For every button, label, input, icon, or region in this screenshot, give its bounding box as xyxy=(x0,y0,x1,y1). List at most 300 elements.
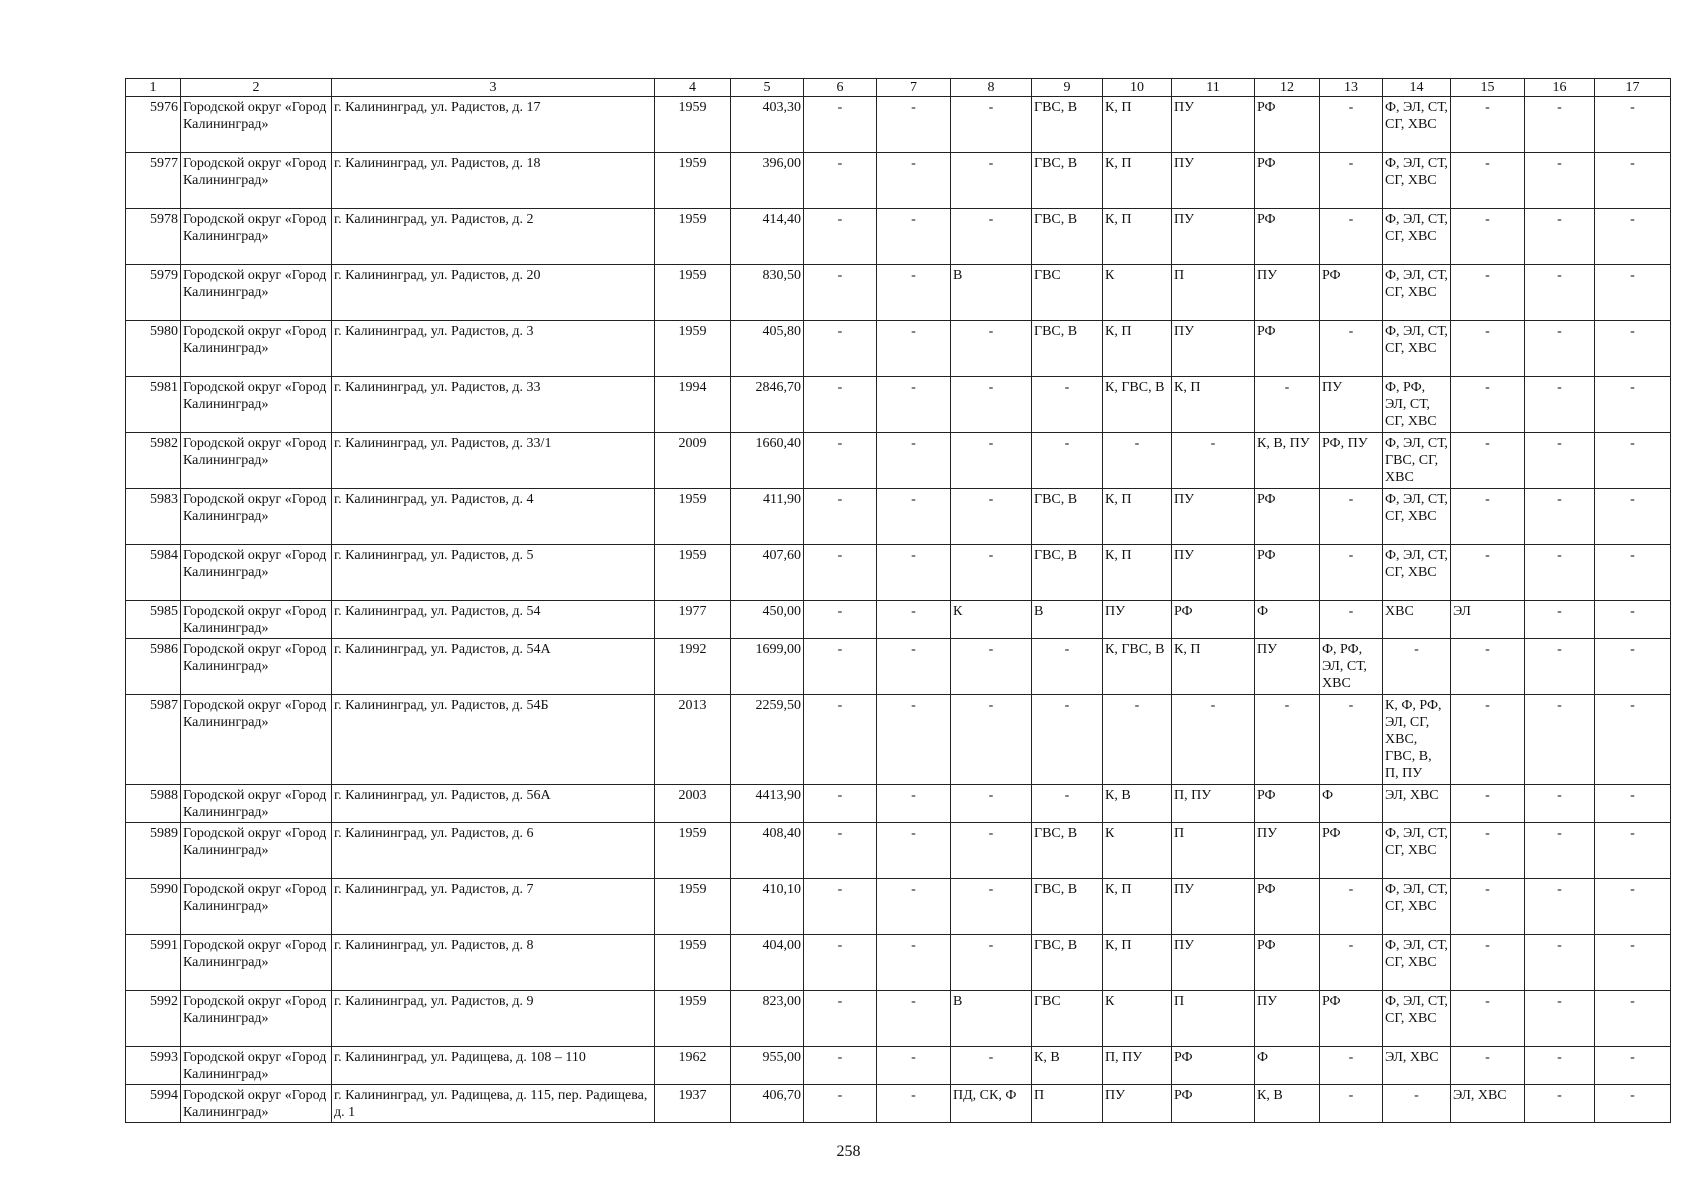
cell-col-9: ГВС, В xyxy=(1032,209,1103,265)
cell-record-number: 5982 xyxy=(126,433,181,489)
cell-year-built: 1937 xyxy=(655,1085,731,1123)
column-header-13: 13 xyxy=(1320,79,1383,97)
cell-col-8: ПД, СК, Ф xyxy=(951,1085,1032,1123)
cell-address: г. Калининград, ул. Радистов, д. 20 xyxy=(332,265,655,321)
table-row xyxy=(126,935,1671,991)
cell-col-6: - xyxy=(804,489,877,545)
cell-municipality: Городской округ «Город Калининград» xyxy=(181,377,332,433)
cell-area: 403,30 xyxy=(731,97,804,153)
cell-col-13: - xyxy=(1320,545,1383,601)
table-row xyxy=(126,1085,1671,1123)
cell-col-17: - xyxy=(1595,321,1671,377)
cell-col-7: - xyxy=(877,823,951,879)
cell-col-8: - xyxy=(951,785,1032,823)
cell-year-built: 1959 xyxy=(655,97,731,153)
cell-col-12: РФ xyxy=(1255,153,1320,209)
cell-municipality: Городской округ «Город Калининград» xyxy=(181,265,332,321)
cell-col-15: - xyxy=(1451,785,1525,823)
cell-col-12: ПУ xyxy=(1255,823,1320,879)
cell-col-13: РФ, ПУ xyxy=(1320,433,1383,489)
cell-col-14: Ф, ЭЛ, СТ, ГВС, СГ, ХВС xyxy=(1383,433,1451,489)
cell-col-12: РФ xyxy=(1255,879,1320,935)
table-row xyxy=(126,321,1671,377)
cell-col-10: К xyxy=(1103,991,1172,1047)
cell-municipality: Городской округ «Город Калининград» xyxy=(181,321,332,377)
cell-col-10: - xyxy=(1103,695,1172,785)
cell-col-12: Ф xyxy=(1255,601,1320,639)
column-header-1: 1 xyxy=(126,79,181,97)
cell-col-7: - xyxy=(877,695,951,785)
cell-area: 955,00 xyxy=(731,1047,804,1085)
cell-col-12: ПУ xyxy=(1255,991,1320,1047)
cell-year-built: 1959 xyxy=(655,823,731,879)
cell-col-17: - xyxy=(1595,785,1671,823)
cell-col-17: - xyxy=(1595,879,1671,935)
cell-col-14: Ф, ЭЛ, СТ, СГ, ХВС xyxy=(1383,489,1451,545)
cell-address: г. Калининград, ул. Радистов, д. 2 xyxy=(332,209,655,265)
cell-col-11: РФ xyxy=(1172,601,1255,639)
cell-col-10: К, П xyxy=(1103,321,1172,377)
cell-col-11: ПУ xyxy=(1172,879,1255,935)
cell-area: 1699,00 xyxy=(731,639,804,695)
cell-col-8: - xyxy=(951,209,1032,265)
cell-col-8: - xyxy=(951,377,1032,433)
cell-col-15: - xyxy=(1451,209,1525,265)
cell-address: г. Калининград, ул. Радистов, д. 17 xyxy=(332,97,655,153)
cell-area: 405,80 xyxy=(731,321,804,377)
cell-col-9: ГВС, В xyxy=(1032,879,1103,935)
cell-col-14: ХВС xyxy=(1383,601,1451,639)
cell-area: 823,00 xyxy=(731,991,804,1047)
cell-col-6: - xyxy=(804,991,877,1047)
cell-col-13: Ф, РФ, ЭЛ, СТ, ХВС xyxy=(1320,639,1383,695)
cell-col-6: - xyxy=(804,1085,877,1123)
cell-col-11: К, П xyxy=(1172,639,1255,695)
cell-col-16: - xyxy=(1525,489,1595,545)
cell-col-10: К, П xyxy=(1103,935,1172,991)
cell-col-17: - xyxy=(1595,1085,1671,1123)
cell-col-17: - xyxy=(1595,377,1671,433)
cell-col-13: - xyxy=(1320,489,1383,545)
cell-record-number: 5987 xyxy=(126,695,181,785)
cell-year-built: 1959 xyxy=(655,153,731,209)
cell-col-16: - xyxy=(1525,265,1595,321)
cell-col-10: К, П xyxy=(1103,209,1172,265)
cell-col-8: - xyxy=(951,639,1032,695)
table-row xyxy=(126,1047,1671,1085)
cell-record-number: 5994 xyxy=(126,1085,181,1123)
cell-col-7: - xyxy=(877,639,951,695)
cell-address: г. Калининград, ул. Радистов, д. 3 xyxy=(332,321,655,377)
cell-area: 396,00 xyxy=(731,153,804,209)
cell-year-built: 1959 xyxy=(655,935,731,991)
cell-col-17: - xyxy=(1595,265,1671,321)
cell-record-number: 5989 xyxy=(126,823,181,879)
cell-col-17: - xyxy=(1595,489,1671,545)
column-header-3: 3 xyxy=(332,79,655,97)
cell-record-number: 5986 xyxy=(126,639,181,695)
cell-col-7: - xyxy=(877,601,951,639)
cell-col-11: К, П xyxy=(1172,377,1255,433)
cell-col-9: ГВС, В xyxy=(1032,545,1103,601)
cell-municipality: Городской округ «Город Калининград» xyxy=(181,433,332,489)
cell-col-10: К, ГВС, В xyxy=(1103,639,1172,695)
cell-col-15: - xyxy=(1451,153,1525,209)
cell-col-14: Ф, ЭЛ, СТ, СГ, ХВС xyxy=(1383,265,1451,321)
cell-address: г. Калининград, ул. Радистов, д. 5 xyxy=(332,545,655,601)
cell-municipality: Городской округ «Город Калининград» xyxy=(181,695,332,785)
cell-col-17: - xyxy=(1595,97,1671,153)
cell-col-11: - xyxy=(1172,433,1255,489)
table-body xyxy=(126,97,1671,1123)
cell-col-6: - xyxy=(804,695,877,785)
cell-col-10: К, П xyxy=(1103,97,1172,153)
cell-area: 406,70 xyxy=(731,1085,804,1123)
table-row xyxy=(126,545,1671,601)
column-header-12: 12 xyxy=(1255,79,1320,97)
cell-municipality: Городской округ «Город Калининград» xyxy=(181,639,332,695)
table-row xyxy=(126,153,1671,209)
cell-address: г. Калининград, ул. Радистов, д. 54А xyxy=(332,639,655,695)
cell-year-built: 2009 xyxy=(655,433,731,489)
cell-col-15: - xyxy=(1451,935,1525,991)
column-header-11: 11 xyxy=(1172,79,1255,97)
cell-record-number: 5991 xyxy=(126,935,181,991)
column-header-16: 16 xyxy=(1525,79,1595,97)
cell-address: г. Калининград, ул. Радистов, д. 54 xyxy=(332,601,655,639)
cell-area: 830,50 xyxy=(731,265,804,321)
column-header-5: 5 xyxy=(731,79,804,97)
cell-col-10: - xyxy=(1103,433,1172,489)
cell-col-15: - xyxy=(1451,377,1525,433)
cell-col-12: - xyxy=(1255,377,1320,433)
cell-col-13: - xyxy=(1320,97,1383,153)
cell-col-6: - xyxy=(804,377,877,433)
table-row xyxy=(126,785,1671,823)
cell-municipality: Городской округ «Город Калининград» xyxy=(181,1047,332,1085)
cell-col-16: - xyxy=(1525,1085,1595,1123)
cell-col-14: Ф, ЭЛ, СТ, СГ, ХВС xyxy=(1383,321,1451,377)
cell-col-8: - xyxy=(951,489,1032,545)
cell-col-14: Ф, РФ, ЭЛ, СТ, СГ, ХВС xyxy=(1383,377,1451,433)
column-header-8: 8 xyxy=(951,79,1032,97)
cell-col-6: - xyxy=(804,879,877,935)
cell-col-15: - xyxy=(1451,639,1525,695)
cell-col-15: ЭЛ xyxy=(1451,601,1525,639)
cell-col-11: П xyxy=(1172,991,1255,1047)
cell-col-7: - xyxy=(877,377,951,433)
cell-col-15: - xyxy=(1451,1047,1525,1085)
cell-col-10: К, П xyxy=(1103,153,1172,209)
cell-col-12: ПУ xyxy=(1255,265,1320,321)
table-row xyxy=(126,377,1671,433)
cell-year-built: 1959 xyxy=(655,489,731,545)
cell-municipality: Городской округ «Город Калининград» xyxy=(181,97,332,153)
cell-address: г. Калининград, ул. Радистов, д. 6 xyxy=(332,823,655,879)
housing-register-table xyxy=(125,78,1671,1123)
cell-area: 407,60 xyxy=(731,545,804,601)
cell-col-14: Ф, ЭЛ, СТ, СГ, ХВС xyxy=(1383,209,1451,265)
cell-year-built: 1977 xyxy=(655,601,731,639)
cell-col-12: К, В xyxy=(1255,1085,1320,1123)
cell-col-8: - xyxy=(951,97,1032,153)
cell-col-16: - xyxy=(1525,153,1595,209)
cell-col-9: - xyxy=(1032,639,1103,695)
column-header-4: 4 xyxy=(655,79,731,97)
cell-col-14: - xyxy=(1383,639,1451,695)
cell-col-12: - xyxy=(1255,695,1320,785)
cell-record-number: 5977 xyxy=(126,153,181,209)
cell-municipality: Городской округ «Город Калининград» xyxy=(181,935,332,991)
cell-col-9: ГВС, В xyxy=(1032,489,1103,545)
cell-col-11: РФ xyxy=(1172,1085,1255,1123)
cell-col-12: РФ xyxy=(1255,785,1320,823)
cell-col-7: - xyxy=(877,935,951,991)
cell-col-13: РФ xyxy=(1320,823,1383,879)
cell-municipality: Городской округ «Город Калининград» xyxy=(181,879,332,935)
cell-year-built: 1962 xyxy=(655,1047,731,1085)
cell-year-built: 2003 xyxy=(655,785,731,823)
cell-col-7: - xyxy=(877,785,951,823)
cell-col-7: - xyxy=(877,153,951,209)
cell-col-16: - xyxy=(1525,601,1595,639)
cell-col-13: РФ xyxy=(1320,991,1383,1047)
cell-col-6: - xyxy=(804,823,877,879)
cell-col-9: ГВС xyxy=(1032,991,1103,1047)
cell-col-17: - xyxy=(1595,639,1671,695)
cell-area: 411,90 xyxy=(731,489,804,545)
cell-record-number: 5984 xyxy=(126,545,181,601)
cell-col-6: - xyxy=(804,433,877,489)
cell-address: г. Калининград, ул. Радистов, д. 8 xyxy=(332,935,655,991)
cell-col-17: - xyxy=(1595,601,1671,639)
cell-col-7: - xyxy=(877,433,951,489)
cell-col-11: ПУ xyxy=(1172,97,1255,153)
cell-col-15: - xyxy=(1451,879,1525,935)
column-header-17: 17 xyxy=(1595,79,1671,97)
cell-col-17: - xyxy=(1595,433,1671,489)
cell-col-10: К xyxy=(1103,265,1172,321)
cell-col-14: Ф, ЭЛ, СТ, СГ, ХВС xyxy=(1383,935,1451,991)
cell-col-11: П xyxy=(1172,823,1255,879)
cell-record-number: 5992 xyxy=(126,991,181,1047)
cell-col-12: РФ xyxy=(1255,321,1320,377)
cell-col-8: - xyxy=(951,321,1032,377)
table-row xyxy=(126,433,1671,489)
cell-record-number: 5985 xyxy=(126,601,181,639)
cell-col-9: - xyxy=(1032,433,1103,489)
cell-municipality: Городской округ «Город Калининград» xyxy=(181,785,332,823)
cell-col-9: - xyxy=(1032,785,1103,823)
cell-col-16: - xyxy=(1525,545,1595,601)
cell-col-7: - xyxy=(877,321,951,377)
cell-col-16: - xyxy=(1525,377,1595,433)
cell-col-10: ПУ xyxy=(1103,601,1172,639)
cell-col-15: - xyxy=(1451,991,1525,1047)
cell-year-built: 1992 xyxy=(655,639,731,695)
cell-col-16: - xyxy=(1525,823,1595,879)
cell-col-11: ПУ xyxy=(1172,153,1255,209)
cell-year-built: 1959 xyxy=(655,991,731,1047)
cell-col-12: Ф xyxy=(1255,1047,1320,1085)
cell-col-15: - xyxy=(1451,97,1525,153)
table-row xyxy=(126,209,1671,265)
cell-col-16: - xyxy=(1525,433,1595,489)
cell-col-17: - xyxy=(1595,209,1671,265)
cell-col-17: - xyxy=(1595,695,1671,785)
cell-col-16: - xyxy=(1525,97,1595,153)
cell-record-number: 5978 xyxy=(126,209,181,265)
cell-col-14: К, Ф, РФ, ЭЛ, СГ, ХВС, ГВС, В, П, ПУ xyxy=(1383,695,1451,785)
cell-col-9: ГВС, В xyxy=(1032,935,1103,991)
cell-col-14: Ф, ЭЛ, СТ, СГ, ХВС xyxy=(1383,991,1451,1047)
cell-col-6: - xyxy=(804,545,877,601)
column-header-7: 7 xyxy=(877,79,951,97)
cell-col-17: - xyxy=(1595,153,1671,209)
cell-col-6: - xyxy=(804,1047,877,1085)
cell-col-7: - xyxy=(877,991,951,1047)
cell-col-15: - xyxy=(1451,823,1525,879)
cell-col-8: К xyxy=(951,601,1032,639)
cell-record-number: 5983 xyxy=(126,489,181,545)
cell-col-14: Ф, ЭЛ, СТ, СГ, ХВС xyxy=(1383,823,1451,879)
cell-col-7: - xyxy=(877,265,951,321)
cell-col-16: - xyxy=(1525,209,1595,265)
cell-col-14: - xyxy=(1383,1085,1451,1123)
cell-col-16: - xyxy=(1525,879,1595,935)
cell-col-15: - xyxy=(1451,695,1525,785)
cell-col-17: - xyxy=(1595,935,1671,991)
cell-area: 2259,50 xyxy=(731,695,804,785)
cell-col-12: РФ xyxy=(1255,209,1320,265)
cell-col-13: - xyxy=(1320,935,1383,991)
cell-col-14: ЭЛ, ХВС xyxy=(1383,785,1451,823)
cell-col-7: - xyxy=(877,545,951,601)
cell-col-13: - xyxy=(1320,1085,1383,1123)
column-header-6: 6 xyxy=(804,79,877,97)
column-header-2: 2 xyxy=(181,79,332,97)
cell-col-16: - xyxy=(1525,321,1595,377)
cell-col-9: К, В xyxy=(1032,1047,1103,1085)
cell-col-13: - xyxy=(1320,879,1383,935)
cell-col-9: П xyxy=(1032,1085,1103,1123)
cell-col-15: ЭЛ, ХВС xyxy=(1451,1085,1525,1123)
cell-col-6: - xyxy=(804,153,877,209)
cell-col-7: - xyxy=(877,97,951,153)
cell-col-9: ГВС xyxy=(1032,265,1103,321)
cell-year-built: 1959 xyxy=(655,209,731,265)
cell-area: 450,00 xyxy=(731,601,804,639)
cell-col-13: - xyxy=(1320,153,1383,209)
cell-record-number: 5990 xyxy=(126,879,181,935)
cell-col-8: - xyxy=(951,879,1032,935)
cell-col-8: В xyxy=(951,265,1032,321)
cell-col-11: РФ xyxy=(1172,1047,1255,1085)
cell-col-13: - xyxy=(1320,695,1383,785)
cell-col-17: - xyxy=(1595,991,1671,1047)
cell-col-6: - xyxy=(804,639,877,695)
cell-col-8: - xyxy=(951,1047,1032,1085)
cell-area: 2846,70 xyxy=(731,377,804,433)
cell-col-11: ПУ xyxy=(1172,321,1255,377)
table-row xyxy=(126,823,1671,879)
cell-record-number: 5976 xyxy=(126,97,181,153)
cell-col-14: ЭЛ, ХВС xyxy=(1383,1047,1451,1085)
cell-col-13: ПУ xyxy=(1320,377,1383,433)
cell-col-6: - xyxy=(804,265,877,321)
cell-area: 4413,90 xyxy=(731,785,804,823)
cell-address: г. Калининград, ул. Радистов, д. 33 xyxy=(332,377,655,433)
cell-col-8: - xyxy=(951,935,1032,991)
cell-col-10: К, П xyxy=(1103,489,1172,545)
table-row xyxy=(126,991,1671,1047)
cell-year-built: 1994 xyxy=(655,377,731,433)
cell-col-16: - xyxy=(1525,695,1595,785)
cell-municipality: Городской округ «Город Калининград» xyxy=(181,209,332,265)
cell-col-13: РФ xyxy=(1320,265,1383,321)
column-number-header xyxy=(126,79,1671,97)
cell-col-11: ПУ xyxy=(1172,545,1255,601)
cell-year-built: 1959 xyxy=(655,265,731,321)
table-row xyxy=(126,97,1671,153)
cell-col-10: К xyxy=(1103,823,1172,879)
cell-col-15: - xyxy=(1451,321,1525,377)
cell-col-11: ПУ xyxy=(1172,935,1255,991)
cell-col-6: - xyxy=(804,321,877,377)
table-row xyxy=(126,601,1671,639)
cell-col-6: - xyxy=(804,209,877,265)
cell-col-11: П, ПУ xyxy=(1172,785,1255,823)
cell-col-12: К, В, ПУ xyxy=(1255,433,1320,489)
cell-col-17: - xyxy=(1595,545,1671,601)
cell-year-built: 1959 xyxy=(655,545,731,601)
column-header-15: 15 xyxy=(1451,79,1525,97)
cell-area: 408,40 xyxy=(731,823,804,879)
cell-municipality: Городской округ «Город Калининград» xyxy=(181,545,332,601)
cell-municipality: Городской округ «Город Калининград» xyxy=(181,489,332,545)
cell-col-16: - xyxy=(1525,935,1595,991)
cell-col-17: - xyxy=(1595,823,1671,879)
column-header-9: 9 xyxy=(1032,79,1103,97)
cell-municipality: Городской округ «Город Калининград» xyxy=(181,823,332,879)
cell-col-10: К, В xyxy=(1103,785,1172,823)
cell-col-9: ГВС, В xyxy=(1032,823,1103,879)
cell-record-number: 5980 xyxy=(126,321,181,377)
cell-col-8: - xyxy=(951,433,1032,489)
cell-col-9: ГВС, В xyxy=(1032,321,1103,377)
cell-municipality: Городской округ «Город Калининград» xyxy=(181,601,332,639)
cell-year-built: 1959 xyxy=(655,879,731,935)
column-header-14: 14 xyxy=(1383,79,1451,97)
cell-col-14: Ф, ЭЛ, СТ, СГ, ХВС xyxy=(1383,545,1451,601)
cell-address: г. Калининград, ул. Радистов, д. 4 xyxy=(332,489,655,545)
cell-col-8: - xyxy=(951,823,1032,879)
cell-col-6: - xyxy=(804,97,877,153)
cell-col-8: - xyxy=(951,545,1032,601)
table-row xyxy=(126,639,1671,695)
cell-col-11: - xyxy=(1172,695,1255,785)
cell-area: 410,10 xyxy=(731,879,804,935)
cell-address: г. Калининград, ул. Радистов, д. 33/1 xyxy=(332,433,655,489)
cell-col-12: РФ xyxy=(1255,545,1320,601)
cell-col-10: П, ПУ xyxy=(1103,1047,1172,1085)
table-row xyxy=(126,695,1671,785)
cell-col-7: - xyxy=(877,209,951,265)
cell-area: 1660,40 xyxy=(731,433,804,489)
cell-col-12: РФ xyxy=(1255,97,1320,153)
cell-record-number: 5988 xyxy=(126,785,181,823)
cell-municipality: Городской округ «Город Калининград» xyxy=(181,153,332,209)
